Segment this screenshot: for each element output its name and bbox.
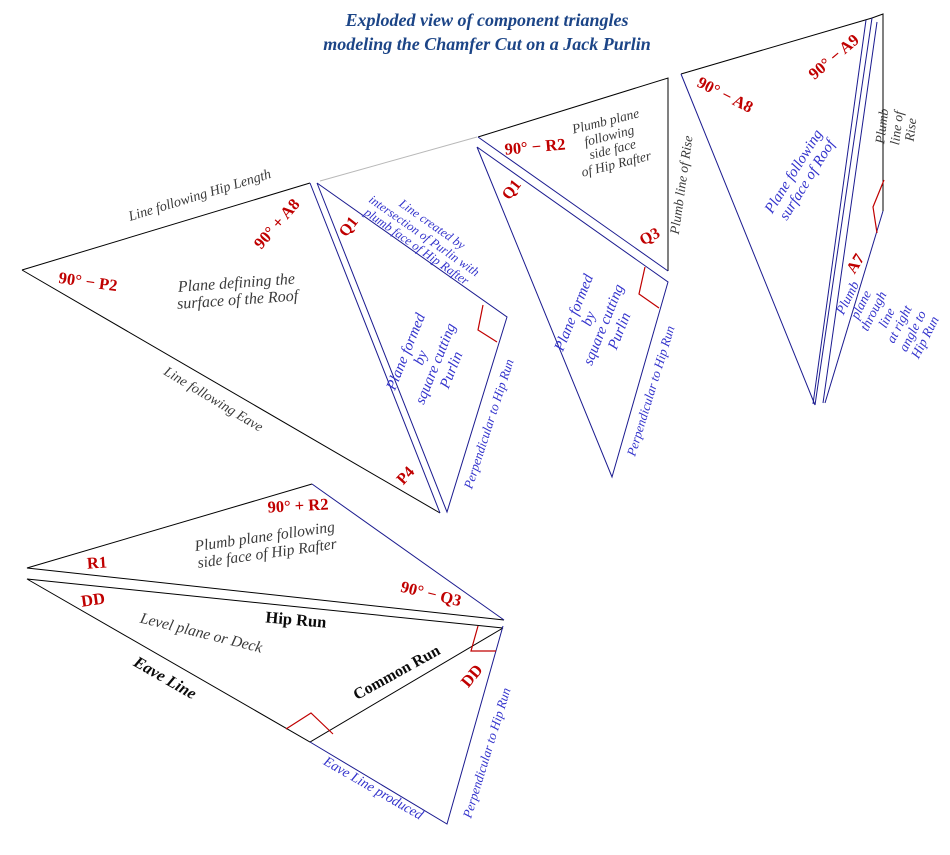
roof-surface-left-edge	[681, 74, 815, 405]
right-angle-marker-eave	[286, 713, 333, 734]
label-q3-mid: Q3	[636, 224, 663, 250]
label-plumb-line-of-rise-mid: Plumb line of Rise	[666, 134, 696, 236]
roof-surface-right-edge-a	[813, 20, 869, 404]
label-eave-line: Eave Line	[130, 652, 200, 704]
label-p4: P4	[393, 463, 419, 489]
roof-plane-eave-edge	[22, 270, 440, 513]
label-dd-right: DD	[456, 660, 487, 691]
purlin-plane-mid-triangle	[477, 147, 668, 477]
diagram-title-line1: Exploded view of component triangles	[345, 10, 629, 30]
roof-surface-right-edge-b	[815, 18, 872, 405]
label-plumb-plane-side-face-bottom: Plumb plane following side face of Hip Rafter	[193, 518, 338, 572]
label-q1-mid: Q1	[498, 176, 525, 204]
label-level-plane-or-deck: Level plane or Deck	[138, 609, 265, 657]
label-eave-line-produced: Eave Line produced	[320, 754, 426, 824]
label-plane-formed-mid: Plane formed by square cutting Purlin	[551, 272, 635, 368]
label-perpendicular-to-hip-run-left: Perpendicular to Hip Run	[460, 357, 517, 491]
label-common-run: Common Run	[350, 642, 444, 704]
label-perpendicular-to-hip-run-bottom: Perpendicular to Hip Run	[459, 685, 514, 820]
hip-side-triangle-blue-edge	[312, 484, 504, 620]
plumb-sliver-edge-a	[823, 22, 877, 403]
label-line-following-hip-length: Line following Hip Length	[126, 167, 274, 225]
label-plane-defining-roof: Plane defining the surface of the Roof	[176, 270, 299, 314]
plumb-sliver-edge-b	[825, 211, 883, 403]
label-a7: A7	[843, 251, 869, 277]
label-angle-90-minus-q3: 90° − Q3	[398, 576, 464, 611]
label-plane-following-surface-of-roof: Plane following surface of Roof	[761, 126, 839, 224]
roof-plane-right-edge	[310, 183, 440, 513]
label-angle-90-minus-a8: 90° − A8	[694, 72, 757, 117]
label-hip-run: Hip Run	[264, 607, 328, 632]
purlin-plane-left-triangle	[317, 183, 507, 512]
hip-side-triangle-black-edges	[27, 484, 504, 620]
label-angle-90-minus-p2: 90° − P2	[57, 268, 119, 296]
label-q1-left: Q1	[335, 213, 362, 241]
label-line-created-by-intersection: Line created by intersection of Purlin with plumb face of Hip Rafter	[361, 191, 483, 288]
label-line-following-eave: Line following Eave	[160, 364, 266, 436]
connector-gray-line	[320, 137, 477, 181]
label-plumb-plane-through-line: Plumb plane through line at right angle to Hip Run	[832, 278, 943, 362]
right-angle-marker-left	[478, 305, 497, 342]
label-plumb-plane-side-face-mid: Plumb plane following side face of Hip Rafter	[570, 105, 653, 180]
label-r1: R1	[86, 552, 108, 573]
plumb-plane-mid-triangle	[478, 78, 668, 271]
label-angle-90-plus-a8: 90° + A8	[249, 194, 304, 253]
label-angle-90-plus-r2: 90° + R2	[267, 494, 329, 517]
plumb-plane-mid-bottom-edge	[478, 134, 668, 271]
deck-triangle	[27, 576, 503, 742]
roof-plane-top-edge	[22, 183, 310, 270]
label-perpendicular-to-hip-run-mid: Perpendicular to Hip Run	[623, 323, 678, 458]
label-angle-90-minus-a9: 90° − A9	[804, 30, 863, 84]
label-plane-formed-left: Plane formed by square cutting Purlin	[383, 311, 467, 407]
label-angle-90-minus-r2: 90° − R2	[503, 134, 567, 159]
diagram-title	[247, 8, 727, 57]
label-plumb-line-of-rise-right: Plumb line of Rise	[872, 107, 920, 146]
diagram-title-line2: modeling the Chamfer Cut on a Jack Purlin	[323, 34, 651, 55]
right-angle-marker-apex	[471, 626, 496, 651]
label-dd-left: DD	[79, 588, 107, 611]
